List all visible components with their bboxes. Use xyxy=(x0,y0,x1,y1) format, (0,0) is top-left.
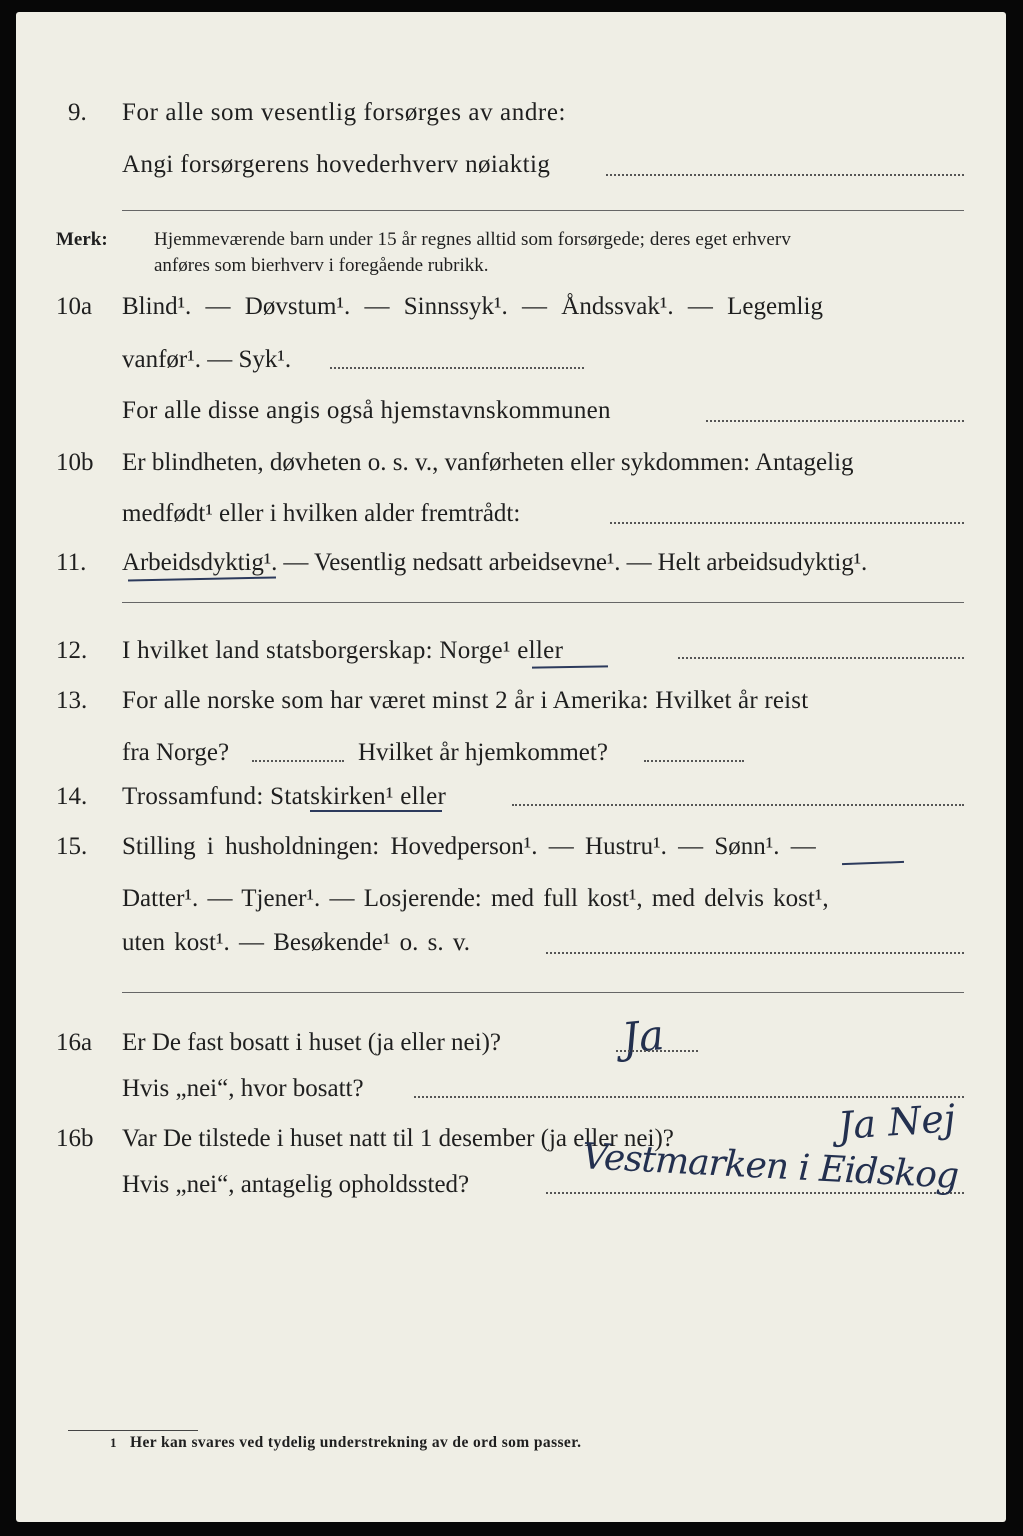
q16b-handwritten-answer: Ja Nej xyxy=(836,1095,957,1149)
q14-answer-line xyxy=(512,804,964,806)
q16a-question: Er De fast bosatt i huset (ja eller nei)? xyxy=(122,1029,502,1056)
q15-answer-line xyxy=(546,952,964,954)
q15-question: Stilling i husholdningen: Hovedperson¹. — Hustru¹. — Sønn¹. — xyxy=(122,833,816,860)
q9-second-answer-line xyxy=(122,210,964,211)
q10a-options-cont: vanfør¹. — Syk¹. xyxy=(122,346,292,373)
q11-rule xyxy=(122,602,964,603)
q10a-number: 10a xyxy=(56,293,93,320)
q13-question: For alle norske som har været minst 2 år i Amerika: Hvilket år reist xyxy=(122,687,809,714)
q13-number: 13. xyxy=(56,687,88,714)
q14-handwritten-underline xyxy=(310,810,442,812)
q15-handwritten-underline xyxy=(842,861,904,865)
footnote-text: Her kan svares ved tydelig understrekning av de ord som passer. xyxy=(130,1434,582,1451)
q16a-residence-line xyxy=(414,1096,964,1098)
census-form-page xyxy=(16,12,1006,1522)
q10a-municipality-line xyxy=(706,420,964,422)
q15-number: 15. xyxy=(56,833,88,860)
q10b-answer-line xyxy=(610,522,964,524)
q16b-handwritten-whereabouts: Vestmarken i Eidskog xyxy=(581,1136,960,1197)
q16a-answer-line xyxy=(616,1050,698,1052)
q10b-question: Er blindheten, døvheten o. s. v., vanførheten eller sykdommen: Antagelig xyxy=(122,449,854,476)
q12-handwritten-underline xyxy=(532,665,608,668)
q11-number: 11. xyxy=(56,549,87,576)
q14-number: 14. xyxy=(56,783,88,810)
q16a-number: 16a xyxy=(56,1029,93,1056)
q15-options-end: uten kost¹. — Besøkende¹ o. s. v. xyxy=(122,929,471,956)
q14-question: Trossamfund: Statskirken¹ eller xyxy=(122,783,447,810)
q9-number: 9. xyxy=(68,99,87,126)
merk-label: Merk: xyxy=(56,229,108,250)
merk-note-line2: anføres som bierhverv i foregående rubrikk. xyxy=(154,255,489,276)
q16a-handwritten-answer: Ja xyxy=(619,1009,667,1064)
q12-number: 12. xyxy=(56,637,88,664)
q9-answer-line xyxy=(606,174,964,176)
q10a-home-municipality: For alle disse angis også hjemstavnskommunen xyxy=(122,397,611,424)
q11-options: Arbeidsdyktig¹. — Vesentlig nedsatt arbeidsevne¹. — Helt arbeidsudyktig¹. xyxy=(122,549,868,576)
footnote-marker: 1 xyxy=(110,1435,117,1450)
q12-answer-line xyxy=(678,657,964,659)
q15-rule xyxy=(122,992,964,993)
q9-instruction: Angi forsørgerens hovederhverv nøiaktig xyxy=(122,151,551,178)
q13-emigrated-label: fra Norge? xyxy=(122,739,230,766)
q16b-whereabouts-label: Hvis „nei“, antagelig opholdssted? xyxy=(122,1171,470,1198)
q16b-question: Var De tilstede i huset natt til 1 desember (ja eller nei)? xyxy=(122,1125,674,1152)
q13-returned-line xyxy=(644,760,744,762)
q10b-question-cont: medfødt¹ eller i hvilken alder fremtrådt: xyxy=(122,500,521,527)
q15-options-cont: Datter¹. — Tjener¹. — Losjerende: med full kost¹, med delvis kost¹, xyxy=(122,885,829,912)
q13-emigrated-line xyxy=(252,760,344,762)
q10a-options: Blind¹. — Døvstum¹. — Sinnssyk¹. — Åndssvak¹. — Legemlig xyxy=(122,293,823,320)
q16b-number: 16b xyxy=(56,1125,94,1152)
q12-question: I hvilket land statsborgerskap: Norge¹ eller xyxy=(122,637,564,664)
q10a-answer-line xyxy=(330,367,584,369)
q16a-residence-label: Hvis „nei“, hvor bosatt? xyxy=(122,1075,364,1102)
q13-returned-label: Hvilket år hjemkommet? xyxy=(358,739,608,766)
q10b-number: 10b xyxy=(56,449,94,476)
q9-question: For alle som vesentlig forsørges av andre: xyxy=(122,99,567,126)
merk-note-line1: Hjemmeværende barn under 15 år regnes alltid som forsørgede; deres eget erhverv xyxy=(154,229,791,250)
